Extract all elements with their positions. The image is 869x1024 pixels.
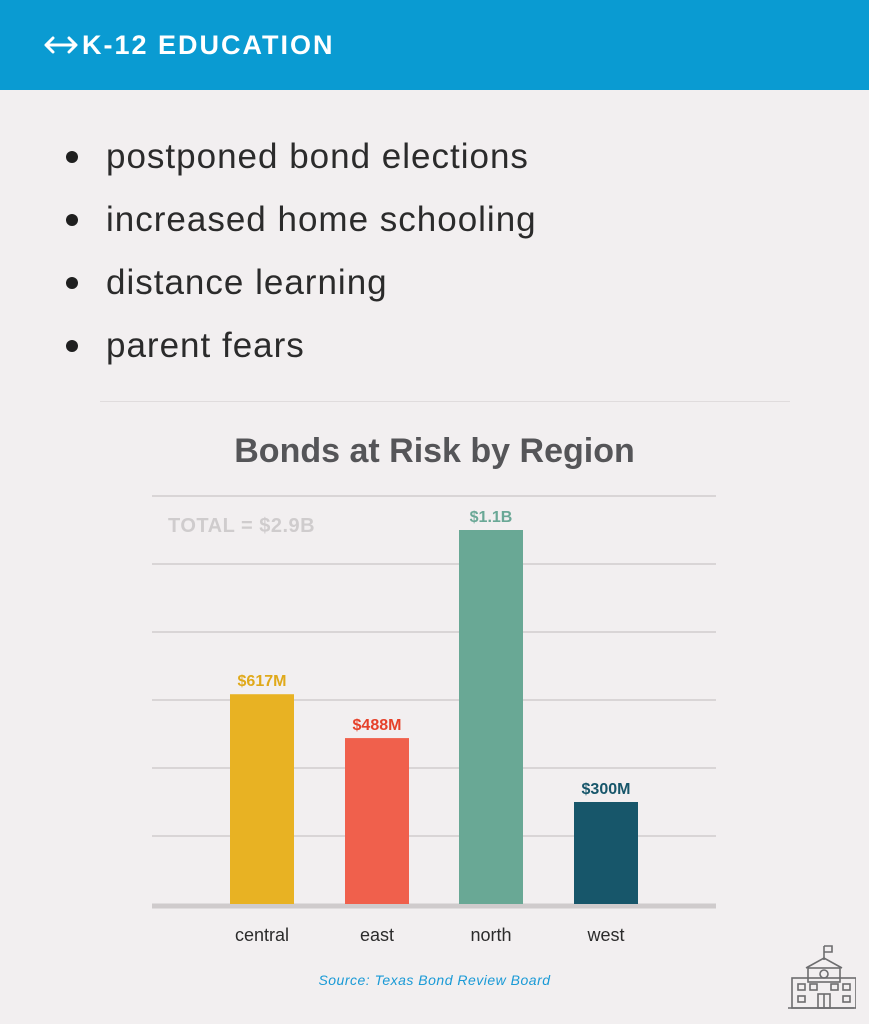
x-tick-label-central: central bbox=[234, 925, 290, 945]
data-label-west: $300M bbox=[581, 781, 631, 798]
bar-west bbox=[574, 802, 638, 904]
list-item-text: distance learning bbox=[106, 262, 388, 302]
page-title: K-12 EDUCATION bbox=[82, 29, 335, 60]
list-item-text: postponed bond elections bbox=[106, 136, 529, 176]
list-item-text: parent fears bbox=[106, 325, 305, 365]
x-tick-label-west: west bbox=[587, 925, 625, 945]
list-item-text: increased home schooling bbox=[106, 199, 537, 239]
chart-title: Bonds at Risk by Region bbox=[234, 432, 635, 470]
bar-east bbox=[345, 738, 409, 904]
x-tick-label-east: east bbox=[359, 925, 395, 945]
bar-central bbox=[230, 694, 294, 904]
total-annotation: TOTAL = $2.9B bbox=[168, 515, 316, 537]
data-label-east: $488M bbox=[352, 717, 402, 735]
x-tick-label-north: north bbox=[470, 925, 512, 945]
data-label-central: $617M bbox=[237, 673, 287, 691]
school-building-icon bbox=[786, 944, 856, 1010]
data-label-north: $1.1B bbox=[469, 509, 513, 526]
source-note: Source: Texas Bond Review Board bbox=[318, 972, 551, 988]
bar-north bbox=[459, 530, 523, 904]
